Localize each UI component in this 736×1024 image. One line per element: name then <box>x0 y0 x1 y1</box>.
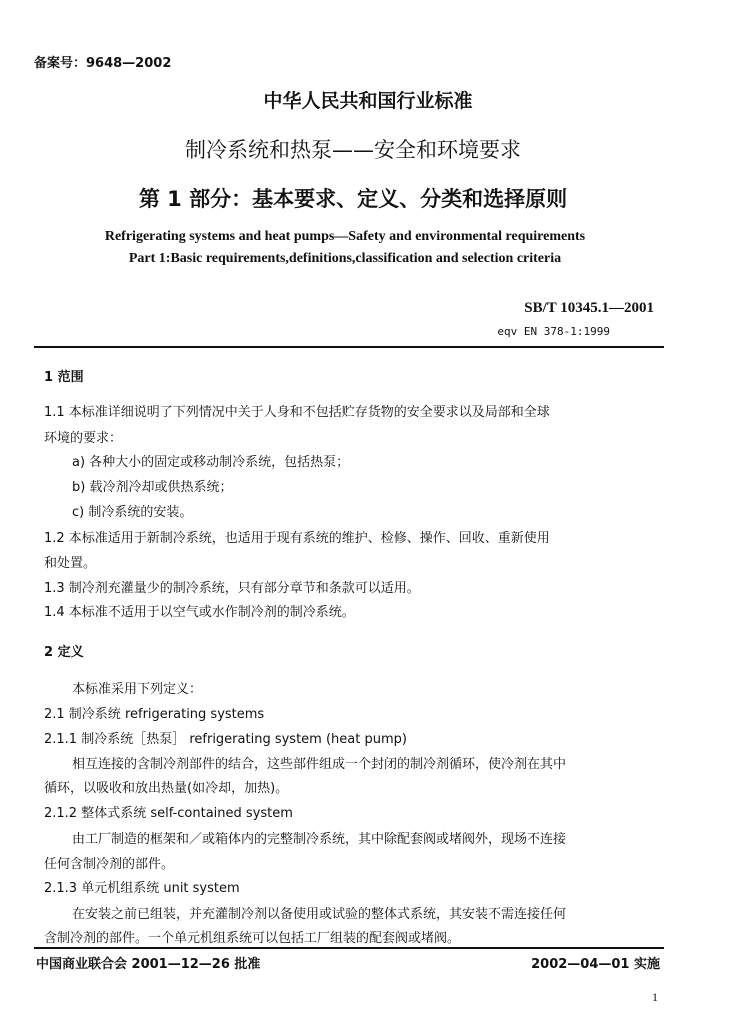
list-item: a) 各种大小的固定或移动制冷系统，包括热泵； <box>72 455 350 470</box>
paragraph-line: 本标准采用下列定义： <box>72 682 203 697</box>
equivalence-note: eqv EN 378-1:1999 <box>497 325 610 338</box>
record-number: 备案号：9648—2002 <box>34 56 172 71</box>
paragraph-line: 1.1 本标准详细说明了下列情况中关于人身和不包括贮存货物的安全要求以及局部和全球 <box>44 405 550 420</box>
paragraph-line: 由工厂制造的框架和／或箱体内的完整制冷系统，其中除配套阀或堵阀外，现场不连接 <box>72 832 567 847</box>
list-item: b) 载冷剂冷却或供热系统； <box>72 480 233 495</box>
title-cn: 制冷系统和热泵——安全和环境要求 <box>185 138 521 162</box>
approval-line: 中国商业联合会 2001—12—26 批准 <box>36 957 261 972</box>
standard-number: SB/T 10345.1—2001 <box>524 300 654 316</box>
section-heading: 1 范围 <box>44 370 84 385</box>
paragraph-line: 环境的要求： <box>44 431 123 446</box>
definition-heading: 2.1.3 单元机组系统 unit system <box>44 881 240 896</box>
paragraph-line: 相互连接的含制冷剂部件的结合，这些部件组成一个封闭的制冷剂循环，使冷剂在其中 <box>72 757 567 772</box>
paragraph-line: 1.2 本标准适用于新制冷系统，也适用于现有系统的维护、检修、操作、回收、重新使用 <box>44 531 550 546</box>
section-heading: 2 定义 <box>44 645 84 660</box>
issuing-organization: 中华人民共和国行业标准 <box>263 90 473 112</box>
definition-heading: 2.1 制冷系统 refrigerating systems <box>44 707 265 722</box>
subtitle-en: Part 1:Basic requirements,definitions,classification and selection criteria <box>128 251 562 266</box>
list-item: c) 制冷系统的安装。 <box>72 505 193 520</box>
title-en: Refrigerating systems and heat pumps—Safety and environmental requirements <box>104 229 586 244</box>
paragraph-line: 在安装之前已组装，并充灌制冷剂以备使用或试验的整体式系统，其安装不需连接任何 <box>72 907 567 922</box>
paragraph-line: 1.3 制冷剂充灌量少的制冷系统，只有部分章节和条款可以适用。 <box>44 581 420 596</box>
subtitle-cn: 第 1 部分：基本要求、定义、分类和选择原则 <box>138 187 568 211</box>
footer-rule <box>34 947 664 949</box>
definition-heading: 2.1.1 制冷系统［热泵］ refrigerating system (heat pump) <box>44 732 407 747</box>
paragraph-line: 和处置。 <box>44 556 97 571</box>
definition-heading: 2.1.2 整体式系统 self-contained system <box>44 806 293 821</box>
header-rule <box>34 346 664 348</box>
paragraph-line: 1.4 本标准不适用于以空气或水作制冷剂的制冷系统。 <box>44 605 355 620</box>
paragraph-line: 循环，以吸收和放出热量(如冷却，加热)。 <box>44 781 289 796</box>
page-number: 1 <box>652 990 658 1004</box>
paragraph-line: 任何含制冷剂的部件。 <box>44 857 175 872</box>
paragraph-line: 含制冷剂的部件。一个单元机组系统可以包括工厂组装的配套阀或堵阀。 <box>44 931 461 946</box>
effective-date: 2002—04—01 实施 <box>531 957 660 972</box>
